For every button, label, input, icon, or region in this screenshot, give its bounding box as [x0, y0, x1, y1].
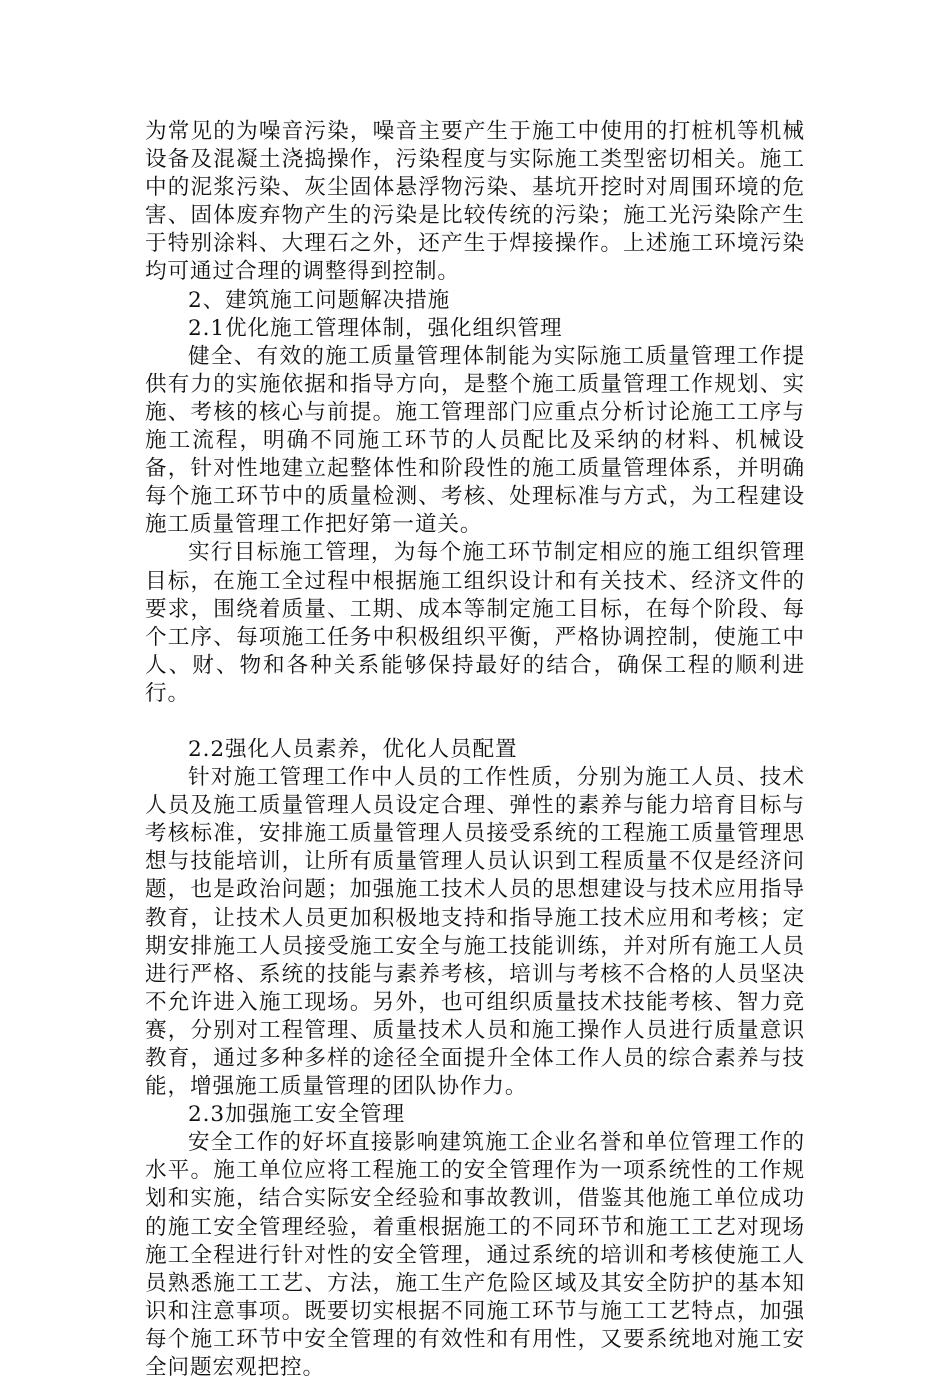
paragraph-2-2: 针对施工管理工作中人员的工作性质，分别为施工人员、技术人员及施工质量管理人员设定合理、弹性的素养与能力培育目标与考核标准，安排施工质量管理人员接受系统的工程施工质量管理思想与技能培训，让所有质量管理人员认识到工程质量不仅是经济问题，也是政治问题；加强施工技术人员的思想建设与技术应用指导教育，让技术人员更加积极地支持和指导施工技术应用和考核；定期安排施工人员接受施工安全与施工技能训练，并对所有施工人员进行严格、系统的技能与素养考核，培训与考核不合格的人员坚决不允许进入施工现场。另外，也可组织质量技术技能考核、智力竞赛，分别对工程管理、质量技术人员和施工操作人员进行质量意识教育，通过多种多样的途径全面提升全体工作人员的综合素养与技能，增强施工质量管理的团队协作力。 [145, 765, 805, 1100]
paragraph-intro: 为常见的为噪音污染，噪音主要产生于施工中使用的打桩机等机械设备及混凝土浇捣操作，污染程度与实际施工类型密切相关。施工中的泥浆污染、灰尘固体悬浮物污染、基坑开挖时对周围环境的危害、固体废弃物产生的污染是比较传统的污染；施工光污染除产生于特别涂料、大理石之外，还产生于焊接操作。上述施工环境污染均可通过合理的调整得到控制。 [145, 119, 805, 285]
paragraph-2-3: 安全工作的好坏直接影响建筑施工企业名誉和单位管理工作的水平。施工单位应将工程施工的安全管理作为一项系统性的工作规划和实施，结合实际安全经验和事故教训，借鉴其他施工单位成功的施工安全管理经验，着重根据施工的不同环节和施工工艺对现场施工全程进行针对性的安全管理，通过系统的培训和考核使施工人员熟悉施工工艺、方法，施工生产危险区域及其安全防护的基本知识和注意事项。既要切实根据不同施工环节与施工工艺特点，加强每个施工环节中安全管理的有效性和有用性，又要系统地对施工安全问题宏观把控。 [145, 1130, 805, 1381]
section-heading-2-3: 2.3加强施工安全管理 [188, 1102, 405, 1128]
section-heading-2: 2、建筑施工问题解决措施 [188, 287, 451, 313]
paragraph-2-1-b: 实行目标施工管理，为每个施工环节制定相应的施工组织管理目标，在施工全过程中根据施工组织设计和有关技术、经济文件的要求，围绕着质量、工期、成本等制定施工目标，在每个阶段、每个工序、每项施工任务中积极组织平衡，严格协调控制，使施工中人、财、物和各种关系能够保持最好的结合，确保工程的顺利进行。 [145, 540, 805, 706]
blank-line [145, 708, 805, 736]
document-body [145, 118, 805, 1382]
section-heading-2-2: 2.2强化人员素养，优化人员配置 [188, 736, 518, 762]
paragraph-2-1-a: 健全、有效的施工质量管理体制能为实际施工质量管理工作提供有力的实施依据和指导方向，是整个施工质量管理工作规划、实施、考核的核心与前提。施工管理部门应重点分析讨论施工工序与施工流程，明确不同施工环节的人员配比及采纳的材料、机械设备，针对性地建立起整体性和阶段性的施工质量管理体系，并明确每个施工环节中的质量检测、考核、处理标准与方式，为工程建设施工质量管理工作把好第一道关。 [145, 343, 805, 538]
section-heading-2-1: 2.1优化施工管理体制，强化组织管理 [188, 315, 563, 341]
